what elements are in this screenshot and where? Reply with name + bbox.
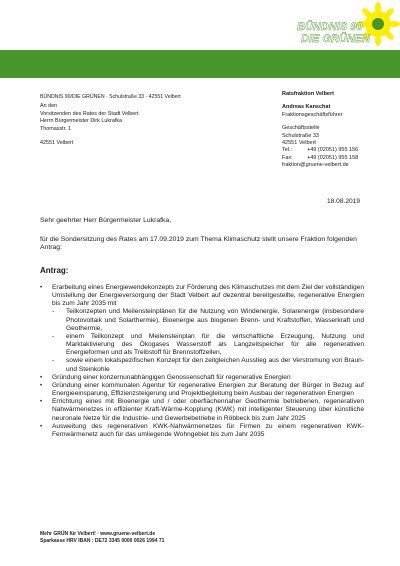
bullet-icon: • xyxy=(40,374,43,381)
recipient-city: 42551 Velbert xyxy=(40,139,74,146)
list-item-text: Gründung einer konzernunabhängigen Genossenschaft für regenerative Energien xyxy=(52,373,291,381)
footer-line: Sparkasse HRV IBAN : DE72 3345 0000 0026 1994 71 xyxy=(40,537,165,544)
list-item-text: Errichtung eines mit Bioenergie und / oder oberflächennaher Geothermie betriebenen, regenerativen Nahwärmenetzes in effizienter Kraft-Wärme-Kopplung (KWK) mit intelligenter Steuerung über künstliche neuronale Netze für die Industrie- und Gewerbebetriebe in Röbbeck bis zum Jahr 2025 xyxy=(52,398,364,422)
tel-label: Tel.: xyxy=(282,147,293,154)
office-street: Schulstraße 33 xyxy=(282,132,319,139)
list-item xyxy=(40,423,364,439)
tel-number: +49 (02051) 955 156 xyxy=(307,147,359,154)
sub-list-item-text: sowie einem lokalspezifischen Konzept für den zeitgleichen Ausstieg aus der Verstromung von Braun- und Steinkohle xyxy=(66,357,364,373)
antrag-heading: Antrag: xyxy=(40,266,69,275)
bullet-icon: • xyxy=(40,399,43,406)
fraktion-contact-block xyxy=(282,91,358,170)
sub-list-item xyxy=(52,308,364,332)
salutation: Sehr geehrter Herr Bürgermeister Lukrafka, xyxy=(40,217,172,224)
antrag-list xyxy=(40,284,364,439)
recipient-line: Herrn Bürgermeister Dirk Lukrafka xyxy=(40,118,123,125)
letter-footer xyxy=(40,531,164,544)
contact-email: fraktion@gruene-velbert.de xyxy=(282,162,349,169)
sub-list-item xyxy=(52,357,364,373)
list-item xyxy=(40,382,364,398)
bullet-icon: • xyxy=(40,423,43,430)
contact-role: Fraktionsgeschäftsführer xyxy=(282,111,343,118)
sub-list-item-text: einem Teilkonzept und Meilensteinplan für die wirtschaftliche Erzeugung, Nutzung und Marktaktivierung des Ökogases Wasserstoff als Langzeitspeicher für alle regenerativen Energieformen und als Treibstoff für Brennstoffzellen, xyxy=(66,332,364,357)
intro-paragraph: für die Sondersitzung des Rates am 17.09.2019 zum Thema Klimaschutz stellt unsere Fraktion folgenden Antrag: xyxy=(40,236,357,252)
dash-icon: - xyxy=(52,308,55,316)
sub-list-item xyxy=(52,333,364,357)
sub-list-item-text: Teilkonzepten und Meilensteinplänen für die Nutzung von Windenergie, Solarenergie (insbesondere Photovoltaik und Solarthermie), Bioenergie aus biogenen Brenn- und Kraftstoffen, Wasserkraft und Geothermie, xyxy=(66,308,364,332)
list-item-text: Gründung einer kommunalen Agentur für regenerative Energien zur Beratung der Bürger in Bezug auf Energieeinsparung, Effizienzsteigerung und Projektbegleitung beim Ausbau der regenerativen Energien xyxy=(52,381,364,398)
fax-row xyxy=(282,155,358,162)
letter-date: 18.08.2019 xyxy=(326,198,360,205)
sender-line: BÜNDNIS 90/DIE GRÜNEN · Schulstraße 33 · 42551 Velbert xyxy=(40,94,181,100)
footer-line: Mehr GRÜN für Velbert! · www.gruene-velbert.de xyxy=(40,531,156,537)
recipient-line: Thomasstr. 1 xyxy=(40,126,72,133)
fraktion-title: Ratsfraktion Velbert xyxy=(282,91,334,97)
list-item xyxy=(40,398,364,422)
party-logo xyxy=(296,2,400,78)
office-city: 42551 Velbert xyxy=(282,140,316,147)
recipient-line: An den xyxy=(40,103,58,109)
list-item xyxy=(40,374,364,382)
recipient-line: Vorsitzenden des Rates der Stadt Velbert xyxy=(40,110,139,117)
list-item xyxy=(40,284,364,308)
svg-text:BÜNDNIS 90: BÜNDNIS 90 xyxy=(297,21,363,33)
list-item-text: Ausweitung des regenerativen KWK-Nahwärmenetzes für Firmen zu einem regenerativen KWK-Fernwärmenetz auch für das umliegende Wohngebiet bis zum Jahr 2035 xyxy=(52,422,364,438)
recipient-address xyxy=(40,103,139,148)
bullet-icon: • xyxy=(40,285,43,291)
fax-number: +49 (02051) 955 158 xyxy=(307,154,359,161)
contact-name: Andreas Kanschat xyxy=(282,104,331,111)
list-item-text: Erarbeitung eines Energiewendekonzepts zur Förderung des Klimaschutzes mit dem Ziel der vollständigen Umstellung der Energieversorgung der Stadt Velbert auf dezentral bereitgestellte, regenerative Energien bis zum Jahr 2035 mit xyxy=(52,284,364,308)
office-label: Geschäftsstelle xyxy=(282,125,320,132)
sunflower-logo-icon xyxy=(296,2,400,78)
tel-row xyxy=(282,147,358,154)
bullet-icon: • xyxy=(40,382,43,389)
fax-label: Fax: xyxy=(282,154,293,161)
dash-icon: - xyxy=(52,332,55,340)
svg-text:DIE GRÜNEN: DIE GRÜNEN xyxy=(301,33,371,45)
dash-icon: - xyxy=(52,357,55,365)
